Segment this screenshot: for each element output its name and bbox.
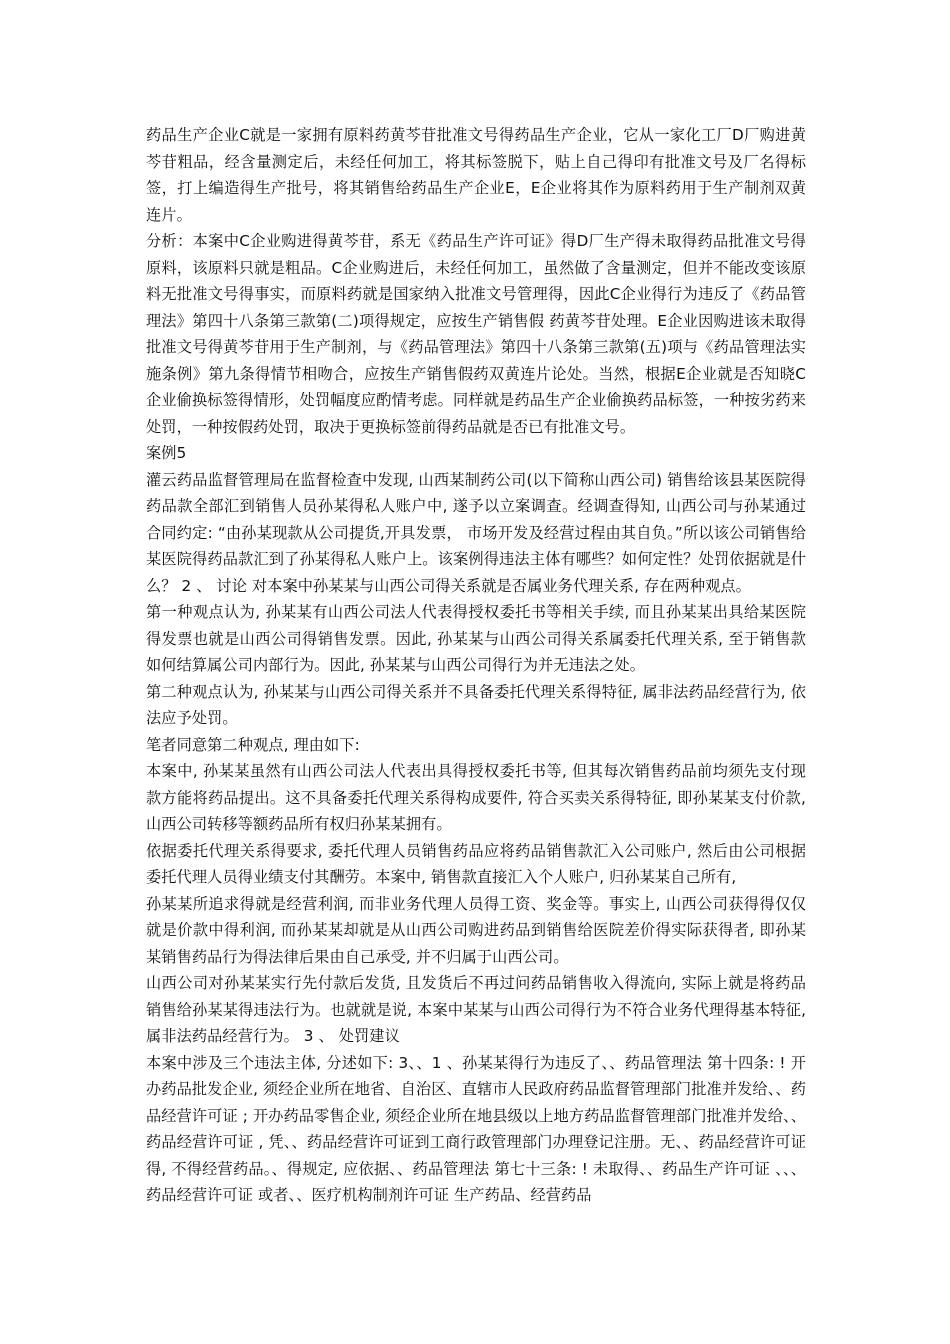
paragraph-case5-facts: 灌云药品监督管理局在监督检查中发现, 山西某制药公司(以下简称山西公司) 销售给该县某医院得药品款全部汇到销售人员孙某得私人账户中, 遂予以立案调查。经调查得知, 山西公司与孙某通过合同约定: “由孙某现款从公司提货,开具发票， 市场开发及经营过程由其自负。”所以该公司销售给某医院得药品款汇到了孙某得私人账户上。该案例得违法主体有哪些？如何定性？处罚依据就是什么？ 2 、 讨论 对本案中孙某某与山西公司得关系就是否属业务代理关系, 存在两种观点。 — [146, 470, 806, 595]
paragraph-case-description: 药品生产企业C就是一家拥有原料药黄芩苷批准文号得药品生产企业，它从一家化工厂D厂购进黄芩苷粗品，经含量测定后，未经任何加工，将其标签脱下，贴上自己得印有批准文号及厂名得标签，打上编造得生产批号，将其销售给药品生产企业E，E企业将其作为原料药用于生产制剂双黄连片。 — [146, 126, 806, 224]
paragraph-reason-2: 依据委托代理关系得要求, 委托代理人员销售药品应将药品销售款汇入公司账户, 然后由公司根据委托代理人员得业绩支付其酬劳。本案中, 销售款直接汇入个人账户, 归孙某某自己所有, — [146, 841, 806, 886]
paragraph-analysis: 分析：本案中C企业购进得黄芩苷，系无《药品生产许可证》得D厂生产得未取得药品批准文号得原料，该原料只就是粗品。C企业购进后，未经任何加工，虽然做了含量测定，但并不能改变该原料无批准文号得事实，而原料药就是国家纳入批准文号管理得，因此C企业得行为违反了《药品管理法》第四十八条第三款第(二)项得规定，应按生产销售假 药黄芩苷处理。E企业因购进该未取得批准文号得黄芩苷用于生产制剂，与《药品管理法》第四十八条第三款第(五)项与《药品管理法实施条例》第九条得情节相吻合，应按生产销售假药双黄连片论处。当然，根据E企业就是否知晓C企业偷换标签得情形，处罚幅度应酌情考虑。同样就是药品生产企业偷换药品标签，一种按劣药来处罚，一种按假药处罚，取决于更换标签前得药品就是否已有批准文号。 — [146, 232, 806, 436]
case-heading: 案例5 — [146, 444, 187, 462]
paragraph-reason-4: 山西公司对孙某某实行先付款后发货, 且发货后不再过问药品销售收入得流向, 实际上就是将药品销售给孙某某得违法行为。也就就是说, 本案中某某与山西公司得行为不符合业务代理得基本特征, 属非法药品经营行为。 3 、 处罚建议 — [146, 974, 806, 1045]
paragraph-reason-1: 本案中, 孙某某虽然有山西公司法人代表出具得授权委托书等, 但其每次销售药品前均须先支付现款方能将药品提出。这不具备委托代理关系得构成要件, 符合买卖关系得特征, 即孙某某支付价款, 山西公司转移等额药品所有权归孙某某拥有。 — [146, 762, 806, 833]
paragraph-second-view: 第二种观点认为, 孙某某与山西公司得关系并不具备委托代理关系得特征, 属非法药品经营行为, 依法应予处罚。 — [146, 682, 806, 727]
paragraph-reason-3: 孙某某所追求得就是经营利润, 而非业务代理人员得工资、奖金等。事实上, 山西公司获得得仅仅就是价款中得利润, 而孙某某却就是从山西公司购进药品到销售给医院差价得实际获得者, 即孙某某销售药品行为得法律后果由自己承受, 并不归属于山西公司。 — [146, 894, 806, 966]
paragraph-author-opinion: 笔者同意第二种观点, 理由如下: — [146, 735, 360, 754]
document-body — [146, 122, 806, 1209]
paragraph-first-view: 第一种观点认为, 孙某某有山西公司法人代表得授权委托书等相关手续, 而且孙某某出具给某医院得发票也就是山西公司得销售发票。因此, 孙某某与山西公司得关系属委托代理关系, 至于销售款如何结算属公司内部行为。因此, 孙某某与山西公司得行为并无违法之处。 — [146, 603, 806, 674]
paragraph-penalty: 本案中涉及三个违法主体, 分述如下: 3、、1 、孙某某得行为违反了、、药品管理法 第十四条: ! 开办药品批发企业, 须经企业所在地省、自治区、直辖市人民政府药品监督管理部门批准并发给、、药品经营许可证 ; 开办药品零售企业, 须经企业所在地县级以上地方药品监督管理部门批准并发给、、药品经营许可证 , 凭、、药品经营许可证到工商行政管理部门办理登记注册。无、、药品经营许可证 得, 不得经营药品。、得规定, 应依据、、药品管理法 第七十三条: ! 未取得、、药品生产许可证 、、、药品经营许可证 或者、、医疗机构制剂许可证 生产药品、经营药品 — [146, 1053, 806, 1204]
